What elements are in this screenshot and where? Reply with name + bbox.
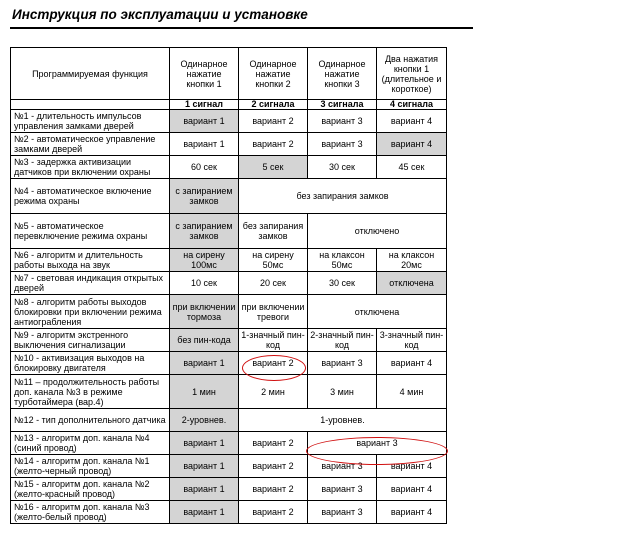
value-cell: вариант 4 [377,110,447,133]
table-row [11,501,447,524]
function-cell: №4 - автоматическое включение режима охраны [11,179,170,214]
table-row [11,179,447,214]
value-cell: без запирания замков [239,214,308,249]
function-cell: №1 - длительность импульсов управления замками дверей [11,110,170,133]
value-cell: вариант 3 [308,478,377,501]
table-row [11,272,447,295]
value-cell: вариант 3 [308,352,377,375]
value-cell: 60 сек [170,156,239,179]
signal-4: 4 сигнала [377,100,447,110]
function-cell: №16 - алгоритм доп. канала №3 (желто-белый провод) [11,501,170,524]
value-cell: вариант 2 [239,501,308,524]
value-cell: на сирену 50мс [239,249,308,272]
value-cell: 1-уровнев. [239,409,447,432]
value-cell: вариант 1 [170,352,239,375]
value-cell: 3 мин [308,375,377,409]
signal-2: 2 сигнала [239,100,308,110]
value-cell: при включении тревоги [239,295,308,329]
table-row [11,455,447,478]
value-cell: вариант 4 [377,455,447,478]
value-cell: вариант 1 [170,478,239,501]
value-cell: вариант 3 [308,501,377,524]
value-cell: с запиранием замков [170,214,239,249]
value-cell: 5 сек [239,156,308,179]
header-row [11,48,447,100]
function-cell: №10 - активизация выходов на блокировку двигателя [11,352,170,375]
value-cell: без пин-кода [170,329,239,352]
page-title: Инструкция по эксплуатации и установке [12,7,308,22]
function-cell: №13 - алгоритм доп. канала №4 (синий провод) [11,432,170,455]
function-cell: №2 - автоматическое управление замками дверей [11,133,170,156]
value-cell: вариант 3 [308,110,377,133]
table-row [11,432,447,455]
function-cell: №9 - алгоритм экстренного выключения сигнализации [11,329,170,352]
value-cell: вариант 2 [239,110,308,133]
title-rule [10,27,473,29]
value-cell: вариант 3 [308,432,447,455]
settings-table [10,47,447,524]
value-cell: вариант 2 [239,455,308,478]
value-cell: вариант 4 [377,133,447,156]
signal-blank [11,100,170,110]
function-cell: №3 - задержка активизации датчиков при включении охраны [11,156,170,179]
value-cell: 1-значный пин-код [239,329,308,352]
table-row [11,375,447,409]
function-cell: №7 - световая индикация открытых дверей [11,272,170,295]
table-row [11,133,447,156]
value-cell: 1 мин [170,375,239,409]
signal-1: 1 сигнал [170,100,239,110]
value-cell: вариант 2 [239,133,308,156]
table-row [11,249,447,272]
value-cell: 3-значный пин-код [377,329,447,352]
function-cell: №8 - алгоритм работы выходов блокировки при включении режима антиограбления [11,295,170,329]
value-cell: 30 сек [308,272,377,295]
value-cell: вариант 1 [170,432,239,455]
value-cell: вариант 1 [170,133,239,156]
header-function: Программируемая функция [11,48,170,100]
function-cell: №15 - алгоритм доп. канала №2 (желто-красный провод) [11,478,170,501]
header-col1: Одинарное нажатие кнопки 1 [170,48,239,100]
value-cell: на сирену 100мс [170,249,239,272]
table-row [11,352,447,375]
signal-row [11,100,447,110]
header-col3: Одинарное нажатие кнопки 3 [308,48,377,100]
value-cell: 4 мин [377,375,447,409]
value-cell: 45 сек [377,156,447,179]
signal-3: 3 сигнала [308,100,377,110]
value-cell: отключено [308,214,447,249]
value-cell: вариант 4 [377,478,447,501]
table-row [11,478,447,501]
value-cell: 2-уровнев. [170,409,239,432]
value-cell: отключена [308,295,447,329]
value-cell: на клаксон 50мс [308,249,377,272]
header-col4: Два нажатия кнопки 1 (длительное и короткое) [377,48,447,100]
table-row [11,409,447,432]
table-row [11,156,447,179]
value-cell: вариант 4 [377,352,447,375]
function-cell: №6 - алгоритм и длительность работы выхода на звук [11,249,170,272]
value-cell: без запирания замков [239,179,447,214]
value-cell: 20 сек [239,272,308,295]
table-row [11,214,447,249]
table-row [11,329,447,352]
value-cell: вариант 1 [170,110,239,133]
value-cell: 2-значный пин-код [308,329,377,352]
value-cell: при включении тормоза [170,295,239,329]
value-cell: 30 сек [308,156,377,179]
value-cell: 10 сек [170,272,239,295]
value-cell: вариант 3 [308,133,377,156]
value-cell: на клаксон 20мс [377,249,447,272]
value-cell: вариант 1 [170,455,239,478]
function-cell: №5 - автоматическое перевключение режима охраны [11,214,170,249]
value-cell: вариант 3 [308,455,377,478]
table-row [11,295,447,329]
function-cell: №12 - тип дополнительного датчика [11,409,170,432]
function-cell: №11 – продолжительность работы доп. канала №3 в режиме турботаймера (вар.4) [11,375,170,409]
value-cell: вариант 1 [170,501,239,524]
value-cell: 2 мин [239,375,308,409]
value-cell: вариант 2 [239,478,308,501]
function-cell: №14 - алгоритм доп. канала №1 (желто-черный провод) [11,455,170,478]
value-cell: с запиранием замков [170,179,239,214]
table-row [11,110,447,133]
value-cell: вариант 2 [239,432,308,455]
value-cell: вариант 2 [239,352,308,375]
value-cell: отключена [377,272,447,295]
value-cell: вариант 4 [377,501,447,524]
header-col2: Одинарное нажатие кнопки 2 [239,48,308,100]
